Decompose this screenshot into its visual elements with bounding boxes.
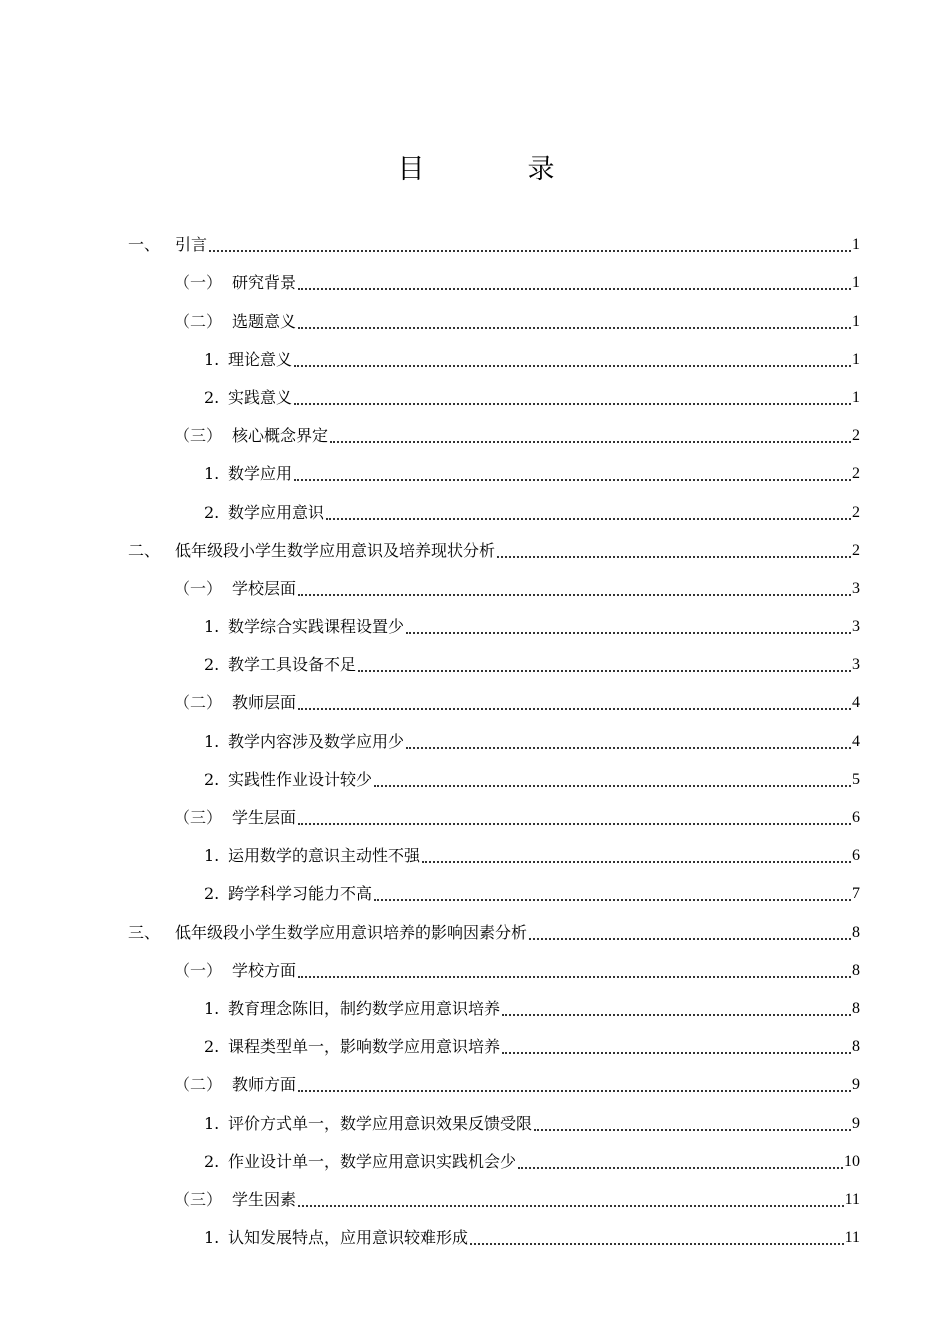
toc-entry-label: 教学工具设备不足 (228, 655, 357, 675)
toc-entry-page: 1 (852, 274, 860, 292)
toc-leader-dots (358, 669, 851, 672)
toc-entry[interactable] (128, 451, 860, 489)
toc-leader-dots (422, 860, 851, 863)
toc-entry-number: 2. (204, 769, 220, 789)
toc-leader-dots (374, 898, 851, 901)
toc-entry-page: 1 (852, 312, 860, 330)
toc-entry-label: 理论意义 (228, 349, 293, 369)
toc-entry-number: 1. (204, 846, 220, 866)
toc-entry-number: 1. (204, 349, 220, 369)
toc-entry-number: （二） (174, 693, 223, 713)
toc-leader-dots (326, 517, 851, 520)
toc-entry-page: 2 (852, 503, 860, 521)
toc-entry-page: 11 (844, 1190, 860, 1208)
toc-entry[interactable] (128, 1215, 860, 1253)
toc-entry-number: 2. (204, 884, 220, 904)
toc-entry-page: 6 (852, 809, 860, 826)
toc-entry-label: 数学应用 (228, 464, 293, 484)
toc-entry-label: 教学内容涉及数学应用少 (228, 731, 405, 751)
toc-entry-label: 低年级段小学生数学应用意识及培养现状分析 (175, 540, 496, 560)
toc-entry[interactable] (128, 718, 860, 756)
toc-entry[interactable] (128, 413, 860, 451)
toc-entry-page: 3 (852, 579, 860, 597)
toc-entry-label: 教师层面 (232, 693, 297, 713)
toc-leader-dots (497, 555, 851, 558)
toc-leader-dots (298, 593, 851, 596)
toc-entry-label: 实践意义 (228, 387, 293, 407)
toc-entry-page: 1 (852, 388, 860, 406)
toc-entry[interactable] (128, 1177, 860, 1215)
toc-leader-dots (209, 249, 851, 252)
toc-entry[interactable] (128, 375, 860, 413)
toc-entry[interactable] (128, 871, 860, 909)
toc-entry-page: 2 (852, 541, 860, 559)
toc-entry-page: 4 (852, 694, 860, 712)
toc-entry-number: （二） (174, 1075, 223, 1095)
toc-entry-label: 运用数学的意识主动性不强 (228, 846, 421, 866)
toc-entry-label: 评价方式单一，数学应用意识效果反馈受限 (228, 1113, 533, 1133)
toc-entry-label: 跨学科学习能力不高 (228, 884, 373, 904)
toc-entry-page: 3 (852, 656, 860, 674)
toc-entry-number: （三） (174, 808, 223, 827)
toc-leader-dots (298, 822, 851, 825)
toc-entry[interactable] (128, 680, 860, 718)
toc-entry-page: 8 (852, 923, 860, 941)
toc-entry[interactable] (128, 528, 860, 566)
toc-entry-label: 低年级段小学生数学应用意识培养的影响因素分析 (175, 922, 528, 942)
toc-entry-number: 2. (204, 1151, 220, 1171)
toc-title: 目 录 (397, 154, 593, 185)
toc-entry-label: 学校方面 (232, 960, 297, 980)
toc-leader-dots (374, 784, 851, 787)
toc-list (128, 222, 860, 1253)
toc-entry[interactable] (128, 337, 860, 375)
toc-entry-page: 7 (852, 885, 860, 903)
toc-entry-page: 3 (852, 618, 860, 636)
toc-entry-label: 选题意义 (232, 311, 297, 331)
toc-entry-label: 学生层面 (232, 808, 297, 827)
toc-entry-number: 1. (204, 998, 220, 1018)
toc-leader-dots (294, 364, 851, 367)
toc-entry-page: 2 (852, 465, 860, 483)
toc-leader-dots (294, 478, 851, 481)
toc-entry-label: 学校层面 (232, 578, 297, 598)
toc-entry-number: （二） (174, 311, 223, 331)
toc-leader-dots (298, 707, 851, 710)
toc-entry-page: 8 (852, 1038, 860, 1056)
toc-entry-number: （一） (174, 273, 223, 293)
toc-entry-label: 引言 (175, 235, 208, 255)
toc-entry-number: 2. (204, 387, 220, 407)
toc-entry[interactable] (128, 642, 860, 680)
toc-entry-label: 学生因素 (232, 1189, 297, 1209)
toc-entry-number: 1. (204, 1228, 220, 1248)
toc-entry-number: 一、 (128, 235, 161, 255)
toc-entry[interactable] (128, 795, 860, 833)
toc-entry-number: 1. (204, 1113, 220, 1133)
toc-entry-page: 11 (844, 1229, 860, 1247)
toc-entry-page: 1 (852, 236, 860, 254)
toc-entry-number: （一） (174, 960, 223, 980)
toc-entry-page: 4 (852, 732, 860, 750)
toc-entry-label: 核心概念界定 (232, 426, 329, 446)
toc-leader-dots (406, 631, 851, 634)
toc-entry-number: 二、 (128, 540, 161, 560)
toc-entry[interactable] (128, 298, 860, 336)
toc-entry-number: 1. (204, 464, 220, 484)
toc-leader-dots (298, 287, 851, 290)
toc-entry-page: 8 (852, 961, 860, 979)
toc-entry-label: 教师方面 (232, 1075, 297, 1095)
toc-leader-dots (529, 937, 851, 940)
toc-entry-number: 1. (204, 731, 220, 751)
toc-entry-label: 数学综合实践课程设置少 (228, 617, 405, 637)
toc-leader-dots (470, 1242, 844, 1245)
toc-leader-dots (518, 1166, 843, 1169)
toc-entry-page: 10 (844, 1152, 860, 1170)
toc-entry[interactable] (128, 757, 860, 795)
toc-entry-label: 研究背景 (232, 273, 297, 293)
toc-entry-page: 9 (852, 1076, 860, 1094)
toc-entry-number: 2. (204, 655, 220, 675)
toc-entry-number: 1. (204, 617, 220, 637)
toc-entry-label: 认知发展特点，应用意识较难形成 (228, 1228, 469, 1248)
toc-entry-number: 三、 (128, 922, 161, 942)
toc-entry-page: 2 (852, 427, 860, 445)
toc-leader-dots (298, 1089, 851, 1092)
toc-entry[interactable] (128, 222, 860, 260)
toc-entry-page: 6 (852, 847, 860, 865)
toc-entry-number: （三） (174, 426, 223, 446)
toc-entry[interactable] (128, 1100, 860, 1138)
toc-leader-dots (298, 326, 851, 329)
toc-leader-dots (502, 1013, 851, 1016)
toc-entry[interactable] (128, 1139, 860, 1177)
toc-entry-page: 9 (852, 1114, 860, 1132)
toc-entry-label: 实践性作业设计较少 (228, 769, 373, 789)
toc-entry[interactable] (128, 833, 860, 871)
toc-entry[interactable] (128, 948, 860, 986)
toc-leader-dots (298, 1204, 844, 1207)
toc-leader-dots (294, 402, 851, 405)
toc-leader-dots (406, 746, 851, 749)
toc-entry-page: 5 (852, 770, 860, 788)
toc-entry[interactable] (128, 909, 860, 947)
toc-entry-number: 2. (204, 502, 220, 522)
toc-leader-dots (330, 440, 851, 443)
toc-entry-label: 作业设计单一，数学应用意识实践机会少 (228, 1151, 517, 1171)
toc-entry-number: （三） (174, 1189, 223, 1209)
toc-entry[interactable] (128, 986, 860, 1024)
toc-entry[interactable] (128, 1062, 860, 1100)
toc-entry-number: （一） (174, 578, 223, 598)
toc-entry-page: 8 (852, 999, 860, 1017)
toc-leader-dots (298, 975, 851, 978)
toc-entry[interactable] (128, 1024, 860, 1062)
toc-entry-label: 数学应用意识 (228, 502, 325, 522)
toc-entry[interactable] (128, 604, 860, 642)
toc-entry-label: 教育理念陈旧，制约数学应用意识培养 (228, 998, 501, 1018)
toc-leader-dots (534, 1128, 851, 1131)
toc-entry-label: 课程类型单一，影响数学应用意识培养 (228, 1037, 501, 1057)
toc-entry-number: 2. (204, 1037, 220, 1057)
toc-entry[interactable] (128, 566, 860, 604)
toc-entry[interactable] (128, 260, 860, 298)
toc-leader-dots (502, 1051, 851, 1054)
toc-entry-page: 1 (852, 350, 860, 368)
toc-entry[interactable] (128, 489, 860, 527)
